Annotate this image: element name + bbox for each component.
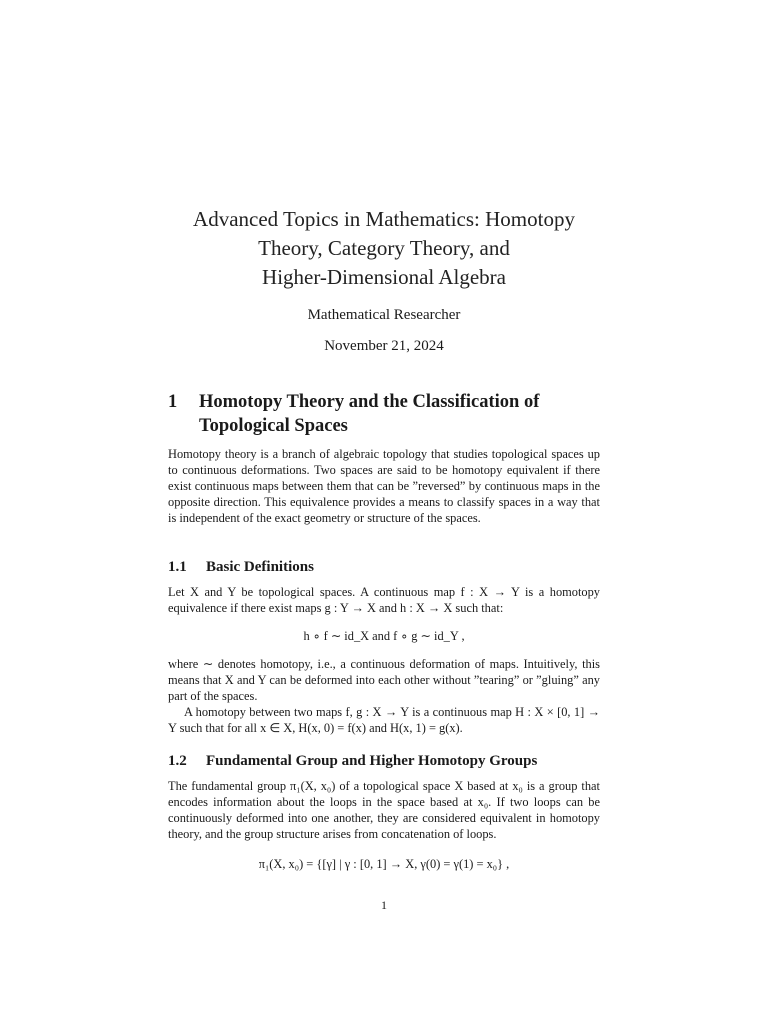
section-number: 1 xyxy=(168,392,178,412)
section-title: Basic Definitions xyxy=(206,559,314,575)
title-line-2: Theory, Category Theory, and xyxy=(258,236,510,260)
section-1-1-heading xyxy=(168,557,608,577)
section-title: Homotopy Theory and the Classification of Topological Spaces xyxy=(199,392,540,436)
title-line-3: Higher-Dimensional Algebra xyxy=(262,265,506,289)
section-number: 1.1 xyxy=(168,559,187,575)
equation-fundamental-group: π₁(X, x₀) = {[γ] | γ : [0, 1] → X, γ(0) = γ(1) = x₀} , xyxy=(258,857,510,871)
section-1-1-paragraph-3: A homotopy between two maps f, g : X → Y is a continuous map H : X × [0, 1] → Y such that for all x ∈ X, H(x, 0) = f(x) and H(x, 1) = g(x). xyxy=(168,705,600,736)
title-line-1: Advanced Topics in Mathematics: Homotopy xyxy=(193,207,575,231)
section-number: 1.2 xyxy=(168,753,187,769)
page-number: 1 xyxy=(381,898,387,912)
section-1-paragraph: Homotopy theory is a branch of algebraic topology that studies topological spaces up to continuous deformations. Two spaces are said to be homotopy equivalent if there exist continuous maps between them that can be ”reversed” by continuous maps in the opposite direction. This equivalence provides a means to classify spaces in a way that is independent of the exact geometry or structure of the spaces. xyxy=(168,447,600,526)
section-1-heading xyxy=(168,390,608,438)
section-1-1-paragraph-1: Let X and Y be topological spaces. A continuous map f : X → Y is a homotopy equivalence if there exist maps g : Y → X and h : X → X such that: xyxy=(168,585,600,616)
section-1-2-paragraph: The fundamental group π₁(X, x₀) of a topological space X based at x₀ is a group that encodes information about the loops in the space based at x₀. If two loops can be continuously deformed into one another, they are considered equivalent in homotopy theory, and the group structure arises from concatenation of loops. xyxy=(168,779,600,842)
section-1-1-paragraph-2: where ∼ denotes homotopy, i.e., a continuous deformation of maps. Intuitively, this means that X and Y can be deformed into each other without ”tearing” or ”gluing” any part of the spaces. xyxy=(168,657,600,704)
section-title: Fundamental Group and Higher Homotopy Groups xyxy=(206,753,538,769)
equation-homotopy-equivalence: h ∘ f ∼ id_X and f ∘ g ∼ id_Y , xyxy=(303,629,465,643)
author: Mathematical Researcher xyxy=(307,307,461,323)
paper-title xyxy=(150,205,618,292)
section-1-2-heading xyxy=(168,751,608,771)
date: November 21, 2024 xyxy=(324,338,444,354)
